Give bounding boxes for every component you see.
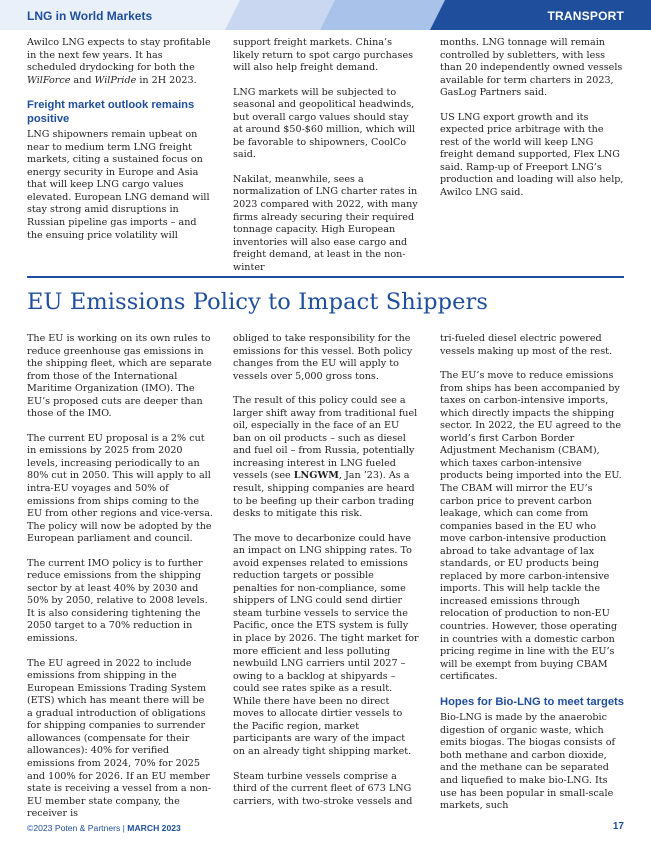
copyright-text: ©2023 Poten & Partners |	[27, 823, 128, 833]
paragraph: Steam turbine vessels comprise a third of the current fleet of 673 LNG carriers, with two-stroke vessels and	[233, 770, 413, 807]
paragraph: The EU agreed in 2022 to include emissions from shipping in the European Emissions Trading System (ETS) which has meant there will be a gradual introduction of obligations for shipping companies to surrender allowances (compensate for their allowances): 40% for verified emissions from 2024, 70% for 2025 and 100% for 2026. If an EU member state is receiving a vessel from a non-EU member state company, the receiver is	[27, 657, 212, 820]
paragraph: Awilco LNG expects to stay profitable in the next few years. It has scheduled drydocking for both the WilForce and WilPride in 2H 2023.	[27, 37, 211, 86]
top-column-2	[233, 37, 419, 274]
section-divider	[27, 276, 624, 278]
paragraph: The EU’s move to reduce emissions from ships has been accompanied by taxes on carbon-intensive imports, which directly impacts the shipping sector. In 2022, the EU agreed to the world’s first Carbon Border Adjustment Mechanism (CBAM), which taxes carbon-intensive products being imported into the EU. The CBAM will mirror the EU’s carbon price to prevent carbon leakage, which can come from companies based in the EU who move carbon-intensive production abroad to take advantage of lax standards, or EU products being replaced by more carbon-intensive imports. This will help tackle the increased emissions through relocation of production to non-EU countries. However, those operating in countries with a domestic carbon pricing regime in line with the EU’s will be exempt from buying CBAM certificates.	[440, 370, 622, 683]
paragraph: The EU is working on its own rules to reduce greenhouse gas emissions in the shipping fleet, which are separate from those of the International Maritime Organization (IMO). The EU’s proposed cuts are deeper than those of the IMO.	[27, 333, 212, 420]
publication-reference: LNGWM	[293, 470, 339, 482]
paragraph: The current EU proposal is a 2% cut in emissions by 2025 from 2020 levels, increasing periodically to an 80% cut in 2050. This will apply to all intra-EU voyages and 50% of emissions from ships coming to the EU from other regions and vice-versa. The policy will now be adopted by the European parliament and council.	[27, 432, 213, 545]
paragraph: tri-fueled diesel electric powered vessels making up most of the rest.	[440, 333, 613, 357]
paragraph: US LNG export growth and its expected price arbitrage with the rest of the world will keep LNG freight demand supported, Flex LNG said. Ramp-up of Freeport LNG’s production and loading will also help, Awilco LNG said.	[440, 111, 624, 199]
paragraph: LNG markets will be subjected to seasonal and geopolitical headwinds, but overall cargo values should stay at around $50-$60 million, which will be favorable to shipowners, CoolCo said.	[233, 86, 416, 161]
article-column-2	[233, 333, 419, 808]
paragraph: The result of this policy could see a larger shift away from traditional fuel oil, especially in the face of an EU ban on oil products – such as diesel and fuel oil – from Russia, potentially increasing interest in LNG fueled vessels (see LNGWM, Jan ’23). As a result, shipping companies are heard to be beefing up their carbon trading desks to mitigate this risk.	[233, 395, 418, 520]
paragraph: Nakilat, meanwhile, sees a normalization of LNG charter rates in 2023 compared with 2022, with many firms already securing their required tonnage capacity. High European inventories will also ease cargo and freight demand, at least in the non-winter	[233, 173, 418, 273]
vessel-name: WilForce	[27, 74, 71, 86]
paragraph: LNG shipowners remain upbeat on near to medium term LNG freight markets, citing a sustained focus on energy security in Europe and Asia that will keep LNG cargo values elevated. European LNG demand will stay strong amid disruptions in Russian pipeline gas imports – and the ensuing price volatility will	[27, 129, 210, 241]
footer-copyright	[27, 823, 181, 833]
category-label: TRANSPORT	[547, 9, 624, 23]
subheading: Freight market outlook remains positive	[27, 99, 195, 125]
top-column-1	[27, 37, 213, 242]
issue-date: MARCH 2023	[127, 823, 181, 833]
paragraph: obliged to take responsibility for the emissions for this vessel. Both policy changes from the EU will apply to vessels over 5,000 gross tons.	[233, 333, 413, 382]
page-number: 17	[612, 821, 624, 832]
paragraph: support freight markets. China’s likely return to spot cargo purchases will also help freight demand.	[233, 37, 414, 74]
article-column-3	[440, 333, 624, 813]
article-title: EU Emissions Policy to Impact Shippers	[27, 289, 489, 315]
top-column-3	[440, 37, 624, 200]
paragraph: The current IMO policy is to further reduce emissions from the shipping sector by at least 40% by 2030 and 50% by 2050, relative to 2008 levels. It is also considering tightening the 2050 target to a 70% reduction in emissions.	[27, 557, 208, 645]
paragraph: months. LNG tonnage will remain controlled by subletters, with less than 20 independently owned vessels available for term charters in 2023, GasLog Partners said.	[440, 37, 623, 99]
section-title: LNG in World Markets	[27, 9, 153, 23]
article-column-1	[27, 333, 213, 821]
paragraph: Bio-LNG is made by the anaerobic digestion of organic waste, which emits biogas. The biogas consists of both methane and carbon dioxide, and the methane can be separated and liquefied to make bio-LNG. Its use has been popular in small-scale markets, such	[440, 712, 616, 812]
page-header	[0, 0, 651, 30]
vessel-name: WilPride	[94, 74, 137, 86]
subheading: Hopes for Bio-LNG to meet targets	[440, 695, 624, 708]
paragraph: The move to decarbonize could have an impact on LNG shipping rates. To avoid expenses related to emissions reduction targets or possible penalties for non-compliance, some shippers of LNG could send dirtier steam turbine vessels to service the Pacific, once the ETS system is fully in place by 2026. The tight market for more efficient and less polluting newbuild LNG carriers until 2027 – owing to a backlog at shipyards – could see rates spike as a result. While there have been no direct moves to allocate dirtier vessels to the Pacific region, market participants are wary of the impact on an already tight shipping market.	[233, 532, 419, 757]
